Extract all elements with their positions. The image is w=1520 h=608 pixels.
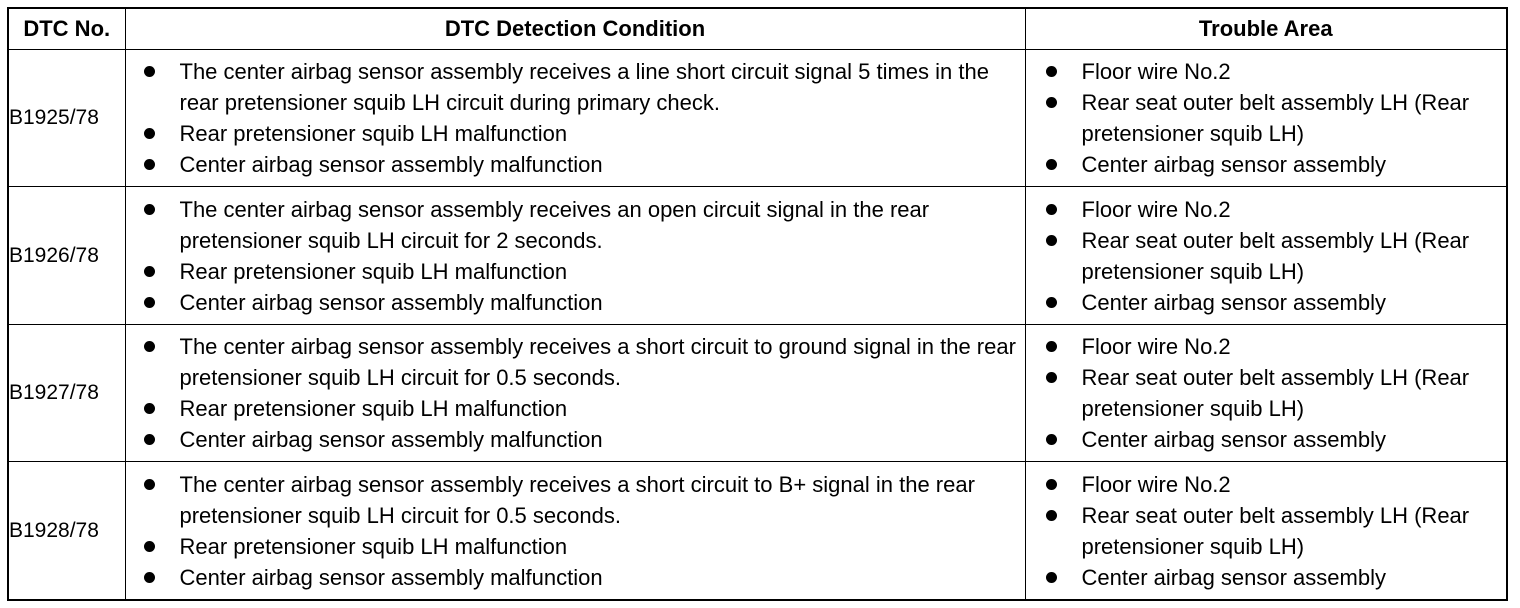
trouble-area-item: Floor wire No.2: [1026, 194, 1507, 225]
condition-item: Rear pretensioner squib LH malfunction: [126, 393, 1025, 424]
detection-condition-cell: [125, 462, 1025, 600]
condition-item: Center airbag sensor assembly malfunction: [126, 287, 1025, 318]
condition-item: Rear pretensioner squib LH malfunction: [126, 118, 1025, 149]
detection-condition-cell: [125, 50, 1025, 187]
table-header-row: [8, 8, 1507, 50]
trouble-area-list: [1026, 466, 1507, 596]
trouble-area-cell: [1025, 187, 1507, 324]
trouble-area-item: Floor wire No.2: [1026, 469, 1507, 500]
trouble-area-cell: [1025, 50, 1507, 187]
table-row: [8, 462, 1507, 600]
condition-list: [126, 328, 1025, 458]
detection-condition-cell: [125, 324, 1025, 461]
table-body: [8, 50, 1507, 601]
table-row: [8, 50, 1507, 187]
header-detection-condition: DTC Detection Condition: [125, 8, 1025, 50]
dtc-code-cell: B1925/78: [8, 50, 125, 187]
table-row: [8, 187, 1507, 324]
condition-list: [126, 53, 1025, 183]
trouble-area-item: Center airbag sensor assembly: [1026, 424, 1507, 455]
trouble-area-list: [1026, 328, 1507, 458]
condition-item: Rear pretensioner squib LH malfunction: [126, 256, 1025, 287]
condition-item: Center airbag sensor assembly malfunction: [126, 562, 1025, 593]
condition-item: Center airbag sensor assembly malfunction: [126, 149, 1025, 180]
trouble-area-cell: [1025, 462, 1507, 600]
condition-item: Center airbag sensor assembly malfunction: [126, 424, 1025, 455]
dtc-code-cell: B1928/78: [8, 462, 125, 600]
condition-item: Rear pretensioner squib LH malfunction: [126, 531, 1025, 562]
header-dtc-no: DTC No.: [8, 8, 125, 50]
trouble-area-item: Floor wire No.2: [1026, 56, 1507, 87]
trouble-area-cell: [1025, 324, 1507, 461]
trouble-area-list: [1026, 191, 1507, 321]
condition-list: [126, 191, 1025, 321]
dtc-table-container: [7, 7, 1508, 601]
trouble-area-item: Rear seat outer belt assembly LH (Rear pretensioner squib LH): [1026, 362, 1507, 424]
condition-item: The center airbag sensor assembly receives a line short circuit signal 5 times in the rear pretensioner squib LH circuit during primary check.: [126, 56, 1025, 118]
header-trouble-area: Trouble Area: [1025, 8, 1507, 50]
trouble-area-item: Rear seat outer belt assembly LH (Rear pretensioner squib LH): [1026, 500, 1507, 562]
condition-item: The center airbag sensor assembly receives a short circuit to B+ signal in the rear pretensioner squib LH circuit for 0.5 seconds.: [126, 469, 1025, 531]
condition-item: The center airbag sensor assembly receives a short circuit to ground signal in the rear pretensioner squib LH circuit for 0.5 seconds.: [126, 331, 1025, 393]
trouble-area-item: Rear seat outer belt assembly LH (Rear pretensioner squib LH): [1026, 87, 1507, 149]
trouble-area-item: Center airbag sensor assembly: [1026, 287, 1507, 318]
condition-list: [126, 466, 1025, 596]
dtc-code-cell: B1927/78: [8, 324, 125, 461]
trouble-area-item: Center airbag sensor assembly: [1026, 149, 1507, 180]
dtc-code-cell: B1926/78: [8, 187, 125, 324]
trouble-area-item: Center airbag sensor assembly: [1026, 562, 1507, 593]
trouble-area-item: Floor wire No.2: [1026, 331, 1507, 362]
trouble-area-item: Rear seat outer belt assembly LH (Rear pretensioner squib LH): [1026, 225, 1507, 287]
table-row: [8, 324, 1507, 461]
dtc-table: [7, 7, 1508, 601]
trouble-area-list: [1026, 53, 1507, 183]
detection-condition-cell: [125, 187, 1025, 324]
condition-item: The center airbag sensor assembly receives an open circuit signal in the rear pretensioner squib LH circuit for 2 seconds.: [126, 194, 1025, 256]
